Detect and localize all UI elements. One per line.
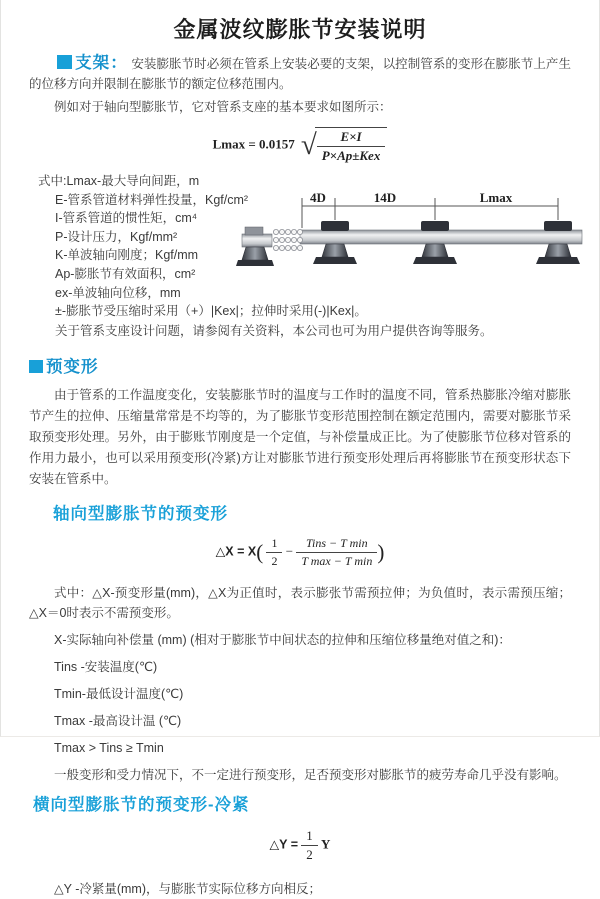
preform-paragraph: 由于管系的工作温度变化，安装膨胀节时的温度与工作时的温度不同，管系热膨胀冷缩对膨胀节产生的拉伸、压缩量常常是不均等的，为了膨胀节变形范围控制在额定范围内，需要对膨胀节采取预变形处理。另外，由于膨账节刚度是一个定值，与补偿量成正比。为了使膨胀节位移对管系的作用力最小，也可以采用预变形(冷紧)方让对膨胀节进行预变形处理后再将膨胀节在预变形状态下安装在管系中。 [29, 388, 571, 487]
axial-note-x: X-实际轴向补偿量 (mm) (相对于膨胀节中间状态的拉伸和压缩位移量绝对值之和)： [54, 633, 511, 648]
pipe-support-diagram [240, 190, 585, 292]
temp-line-tmin: Tmin-最低设计温度(℃) [54, 687, 184, 702]
lateral-formula-rhs: Y [321, 836, 331, 852]
consult-note: 关于管系支座设计问题，请参阅有关资料，本公司也可为用户提供咨询等服务。 [55, 323, 493, 338]
dim-label-4d: 4D [310, 190, 326, 205]
section-square-icon [57, 55, 72, 69]
dim-label-14d: 14D [373, 190, 397, 205]
minus-sign: − [285, 543, 294, 559]
sqrt-icon: √ [300, 129, 317, 161]
definition-line: P-设计压力，Kgf/mm² [55, 229, 178, 244]
support-intro-paragraph [29, 53, 571, 94]
bellows-icon [273, 229, 302, 250]
one-half-fraction: $\frac{1}{2}$ [301, 828, 318, 863]
sqrt-body [315, 127, 388, 164]
definition-line: E-管系管道材料弹性投量，Kgf/cm² [55, 192, 249, 207]
axial-general-note: 一般变形和受力情况下，不一定进行预变形，足否预变形对膨胀节的疲劳寿命几乎没有影响。 [54, 768, 567, 783]
lmax-formula [1, 127, 599, 164]
definition-line: Ap-膨胀节有效面积，cm² [55, 266, 196, 281]
axial-subsection-heading: 轴向型膨胀节的预变形 [53, 505, 228, 524]
pipe-stub [242, 234, 272, 247]
temp-line-tmax: Tmax -最高设计温 (℃) [54, 714, 182, 729]
lmax-formula-numerator: E×I [317, 129, 386, 147]
one-half-fraction: $\frac{1}{2}$ [266, 536, 282, 569]
definition-line: ex-单波轴向位移，mm [55, 285, 181, 300]
support-example-line: 例如对于轴向型膨胀节，它对管系支座的基本要求如图所示： [54, 100, 392, 114]
axial-formula [1, 536, 599, 569]
lateral-formula [1, 828, 599, 863]
lmax-formula-denominator: P×Ap±Kex [321, 148, 381, 163]
definition-line: K-单波轴向刚度；Kgf/mm [55, 248, 199, 263]
pipe [300, 230, 582, 244]
support-intro-text: 安装膨胀节时必须在管系上安装必要的支架，以控制管系的变形在膨胀节上产生的位移方向并限制在膨胀节的额定位移范围内。 [29, 57, 571, 91]
close-paren: ) [377, 540, 385, 565]
axial-formula-lhs: △X = X [215, 544, 257, 559]
preform-section-heading: 预变形 [46, 358, 99, 377]
lateral-formula-lhs: △Y = [269, 837, 299, 852]
lateral-note: △Y -冷紧量(mm)，与膨胀节实际位移方向相反； [54, 882, 322, 897]
lateral-subsection-heading: 横向型膨胀节的预变形-冷紧 [33, 796, 250, 815]
support-section-heading: 支架： [75, 54, 128, 72]
definition-line: 式中:Lmax-最大导向间距，m [38, 174, 200, 188]
preform-section-header [29, 351, 599, 379]
open-paren: ( [256, 540, 264, 565]
page-title: 金属波纹膨胀节安装说明 [173, 17, 427, 42]
plus-minus-note: ±-膨胀节受压缩时采用（+）|Kex|；拉伸时采用(-)|Kex|。 [55, 304, 367, 319]
lmax-formula-lhs: Lmax = 0.0157 [212, 136, 295, 152]
section-square-icon [29, 360, 43, 373]
temp-relation-line: Tmax > Tins ≥ Tmin [54, 741, 164, 756]
dim-label-lmax: Lmax [479, 190, 513, 205]
temperature-fraction: $\frac{\text{Tins − T min}}{\text{T max − T min}}$ [296, 536, 377, 569]
axial-note-definitions: 式中：△X-预变形量(mm)，△X为正值时，表示膨张节需预拉伸；为负值时，表示需预压缩；△X＝0时表示不需预变形。 [29, 586, 571, 621]
temp-line-tins: Tins -安装温度(℃) [54, 660, 158, 675]
definition-line: I-管系管道的惯性矩，cm⁴ [55, 211, 198, 226]
